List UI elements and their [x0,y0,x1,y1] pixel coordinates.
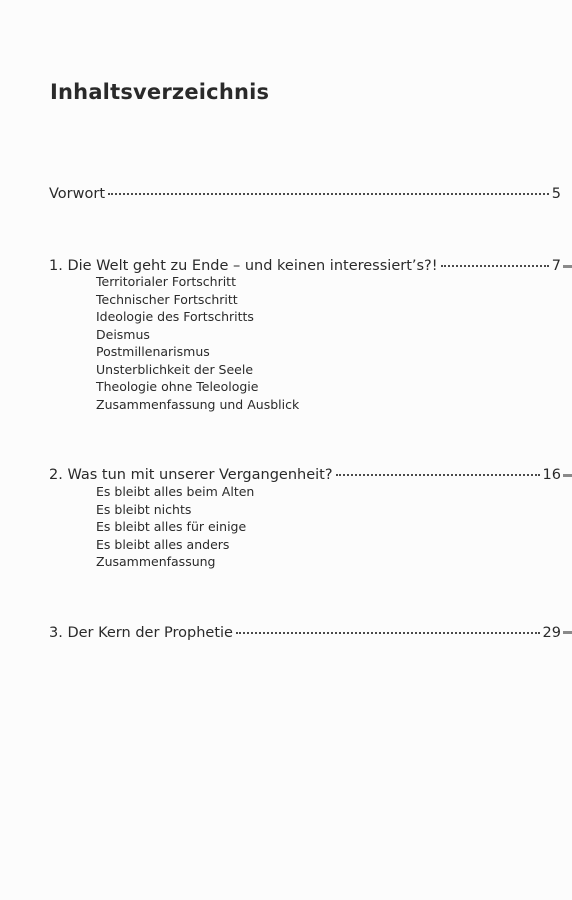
section-item: Theologie ohne Teleologie [96,379,259,394]
toc-entry-page-number: 29 [542,625,561,641]
thumb-index-mark [563,631,572,634]
toc-entry-vorwort [49,185,561,203]
dot-leader [336,474,540,476]
chapter-1-sections [96,273,299,413]
dot-leader [236,632,540,634]
chapter-2-sections [96,483,254,571]
thumb-index-mark [563,474,572,477]
section-item: Territorialer Fortschritt [96,274,236,289]
toc-entry-title: Vorwort [49,186,106,202]
dot-leader [441,265,549,267]
toc-entry-page-number: 5 [551,186,561,202]
toc-entry-title: 1. Die Welt geht zu Ende – und keinen interessiert’s?! [49,258,438,274]
section-item: Es bleibt alles anders [96,536,230,552]
thumb-index-mark [563,265,572,268]
toc-entry-chapter-3 [49,624,561,642]
section-item: Deismus [96,326,150,342]
toc-entry-chapter-2 [49,466,561,484]
toc-entry-title: 2. Was tun mit unserer Vergangenheit? [49,467,333,483]
toc-entry-page-number: 16 [542,467,561,483]
section-item: Es bleibt nichts [96,501,192,517]
section-item: Technischer Fortschritt [96,291,238,307]
toc-entry-page-number: 7 [551,258,561,274]
section-item: Postmillenarismus [96,344,210,359]
dot-leader [108,193,549,195]
page-title: Inhaltsverzeichnis [50,80,270,104]
section-item: Es bleibt alles beim Alten [96,484,255,499]
toc-entry-title: 3. Der Kern der Prophetie [49,625,233,641]
section-item: Zusammenfassung [96,554,216,569]
section-item: Unsterblichkeit der Seele [96,361,254,377]
section-item: Zusammenfassung und Ausblick [96,396,300,412]
section-item: Ideologie des Fortschritts [96,309,254,324]
section-item: Es bleibt alles für einige [96,519,247,534]
